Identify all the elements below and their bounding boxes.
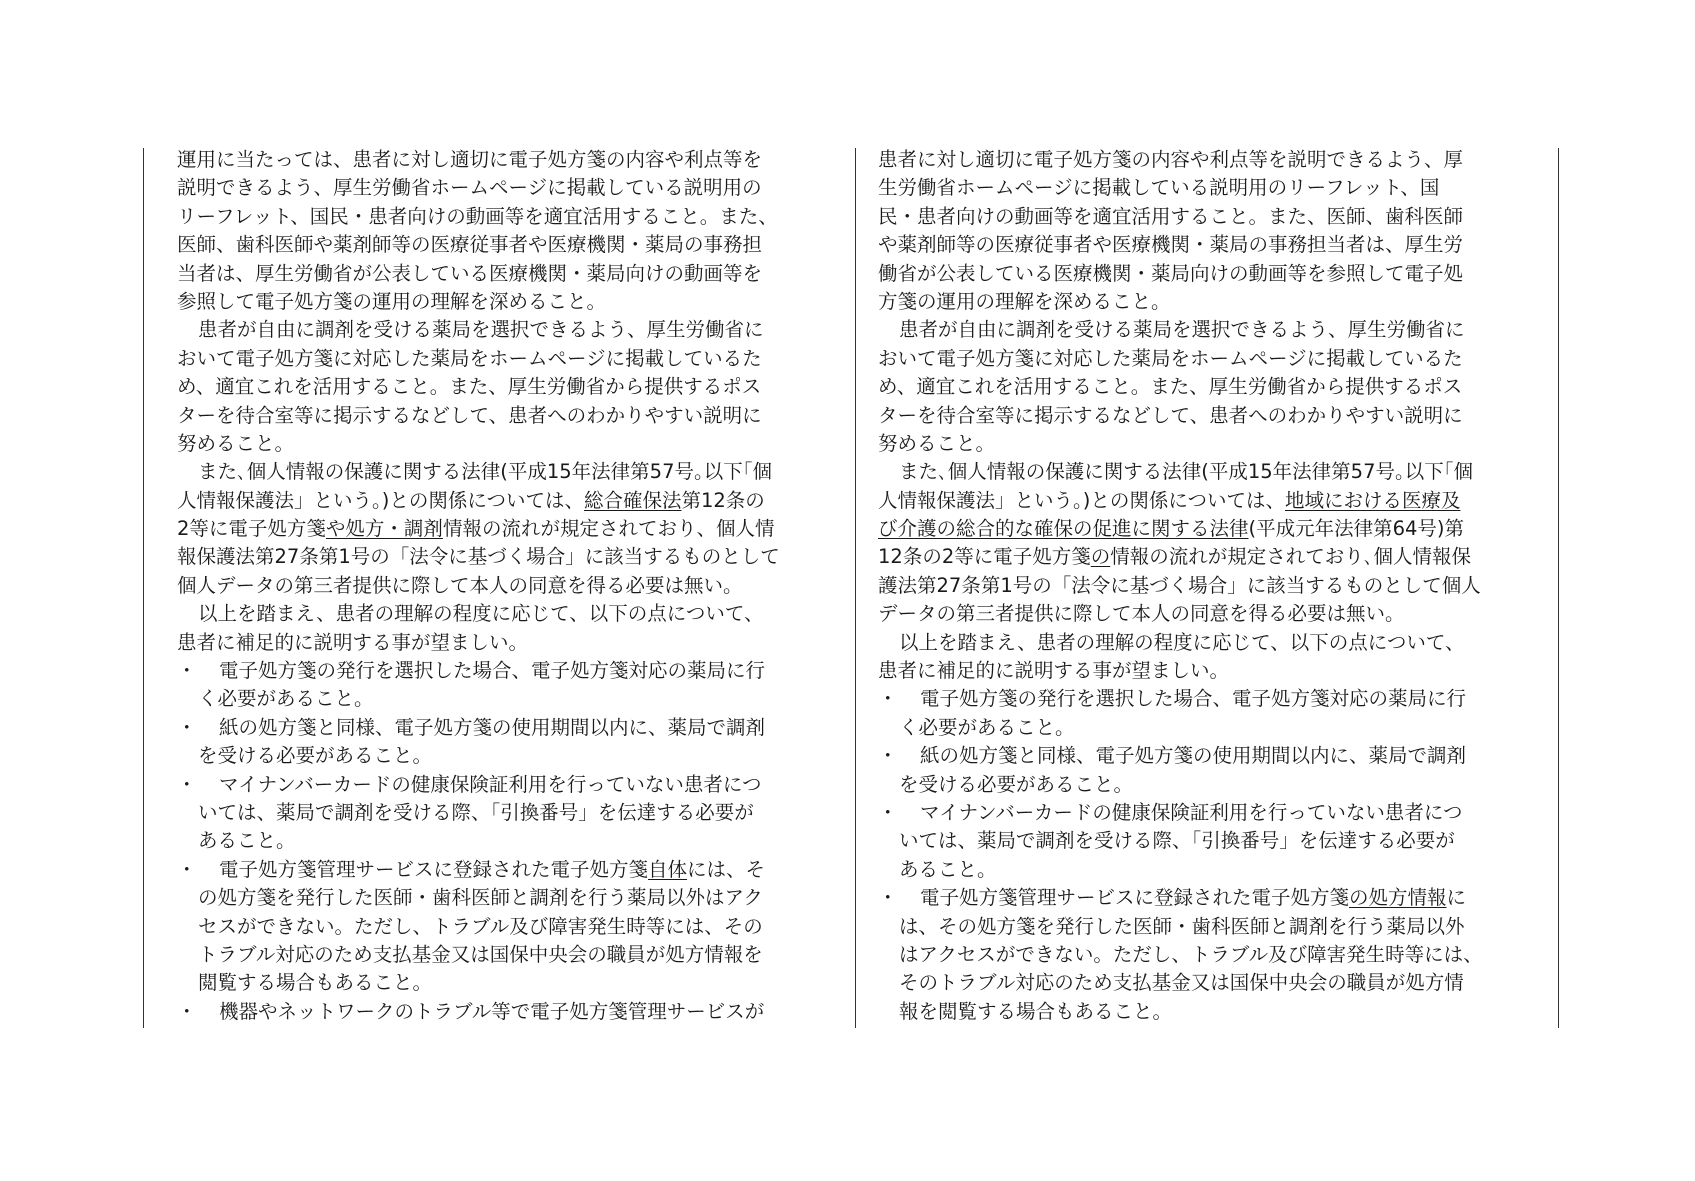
bullet-text <box>899 884 1466 912</box>
bullet-continuation: いては、薬局で調剤を受ける際、「引換番号」を伝達する必要が <box>198 800 754 824</box>
underlined-amendment: 自体 <box>648 857 688 881</box>
text-segment: 電子処方箋管理サービスに登録された電子処方箋 <box>920 886 1350 910</box>
text-line: リーフレット、国民・患者向けの動画等を適宜活用すること。また、 <box>177 204 778 228</box>
text-line: おいて電子処方箋に対応した薬局をホームページに掲載しているた <box>177 346 762 370</box>
text-line: ターを待合室等に掲示するなどして、患者へのわかりやすい説明に <box>177 403 762 427</box>
bullet-item <box>177 657 837 685</box>
bullet-mark: ・ <box>177 999 197 1023</box>
bullet-text: マイナンバーカードの健康保険証利用を行っていない患者につ <box>219 772 762 796</box>
bullet-mark: ・ <box>878 687 898 711</box>
text-line: 報保護法第27条第1号の「法令に基づく場合」に該当するものとして <box>177 545 780 569</box>
text-segment: 情報の流れが規定されており､個人情報保 <box>1110 545 1472 569</box>
text-line: や薬剤師等の医療従事者や医療機関・薬局の事務担当者は、厚生労 <box>878 233 1464 257</box>
text-line <box>878 515 1540 543</box>
bullet-text: 紙の処方箋と同様、電子処方箋の使用期間以内に、薬局で調剤 <box>219 715 766 739</box>
bullet-text: 機器やネットワークのトラブル等で電子処方箋管理サービスが <box>219 999 765 1023</box>
text-line <box>878 543 1540 571</box>
bullet-continuation: そのトラブル対応のため支払基金又は国保中央会の職員が処方情 <box>899 971 1464 995</box>
left-column <box>177 146 837 1026</box>
column-divider <box>855 148 856 1028</box>
bullet-text: 紙の処方箋と同様、電子処方箋の使用期間以内に、薬局で調剤 <box>920 744 1467 768</box>
text-line: 説明できるよう、厚生労働省ホームページに掲載している説明用の <box>177 176 762 200</box>
text-line: 努めること。 <box>177 431 295 455</box>
text-line: 患者に対し適切に電子処方箋の内容や利点等を説明できるよう、厚 <box>878 148 1464 171</box>
bullet-mark: ・ <box>177 715 197 739</box>
text-segment: に <box>1446 886 1467 910</box>
right-column <box>878 146 1540 1026</box>
text-line <box>177 487 837 515</box>
text-segment: 人情報保護法」という。)との関係については、 <box>177 488 584 512</box>
text-line: 当者は、厚生労働省が公表している医療機関・薬局向けの動画等を <box>177 261 763 285</box>
text-segment: (平成元年法律第64号)第 <box>1248 517 1465 541</box>
bullet-continuation: く必要があること。 <box>899 715 1075 739</box>
bullet-continuation: セスができない。ただし、トラブル及び障害発生時等には、その <box>198 914 763 938</box>
text-line: ターを待合室等に掲示するなどして、患者へのわかりやすい説明に <box>878 403 1463 427</box>
text-segment: には、そ <box>687 857 766 881</box>
text-line: 患者に補足的に説明する事が望ましい。 <box>878 659 1230 683</box>
bullet-continuation: あること。 <box>198 829 296 853</box>
left-column-border-left <box>143 148 144 1028</box>
underlined-amendment: や処方・調剤 <box>325 517 443 541</box>
text-line: また､個人情報の保護に関する法律(平成15年法律第57号｡以下｢個 <box>899 460 1473 484</box>
underlined-amendment: 地域における医療及 <box>1284 488 1461 512</box>
bullet-item <box>177 714 837 742</box>
text-line: 運用に当たっては、患者に対し適切に電子処方箋の内容や利点等を <box>177 148 763 171</box>
bullet-continuation: 閲覧する場合もあること。 <box>198 971 433 995</box>
text-line <box>177 515 837 543</box>
bullet-continuation: を受ける必要があること。 <box>198 744 433 768</box>
bullet-item <box>878 799 1540 827</box>
text-line: 参照して電子処方箋の運用の理解を深めること。 <box>177 289 607 313</box>
bullet-item <box>878 884 1540 912</box>
text-line: 患者に補足的に説明する事が望ましい。 <box>177 630 529 654</box>
bullet-item <box>878 742 1540 770</box>
text-line: おいて電子処方箋に対応した薬局をホームページに掲載しているた <box>878 346 1463 370</box>
bullet-text <box>198 856 765 884</box>
text-line: 護法第27条第1号の「法令に基づく場合」に該当するものとして個人 <box>878 573 1481 597</box>
bullet-text: 電子処方箋の発行を選択した場合、電子処方箋対応の薬局に行 <box>219 659 766 683</box>
text-line: 働省が公表している医療機関・薬局向けの動画等を参照して電子処 <box>878 261 1464 285</box>
text-line: 以上を踏まえ、患者の理解の程度に応じて、以下の点について、 <box>198 602 764 626</box>
bullet-mark: ・ <box>878 886 898 910</box>
text-segment: 情報の流れが規定されており、個人情 <box>442 517 775 541</box>
bullet-text: マイナンバーカードの健康保険証利用を行っていない患者につ <box>920 800 1463 824</box>
underlined-amendment: の処方情報 <box>1349 886 1447 910</box>
bullet-mark: ・ <box>177 772 197 796</box>
text-segment: 第12条の <box>681 488 765 512</box>
bullet-mark: ・ <box>878 744 898 768</box>
bullet-item <box>177 771 837 799</box>
text-line: 以上を踏まえ、患者の理解の程度に応じて、以下の点について、 <box>899 630 1465 654</box>
bullet-text: 電子処方箋の発行を選択した場合、電子処方箋対応の薬局に行 <box>920 687 1467 711</box>
underlined-amendment: び介護の総合的な確保の促進に関する法律 <box>878 517 1249 541</box>
bullet-continuation: く必要があること。 <box>198 687 374 711</box>
bullet-continuation: を受ける必要があること。 <box>899 772 1134 796</box>
text-line: 努めること。 <box>878 431 996 455</box>
text-line: データの第三者提供に際して本人の同意を得る必要は無い。 <box>878 602 1405 626</box>
text-line <box>878 487 1540 515</box>
bullet-continuation: いては、薬局で調剤を受ける際、「引換番号」を伝達する必要が <box>899 829 1455 853</box>
bullet-continuation: 報を閲覧する場合もあること。 <box>899 999 1173 1023</box>
text-line: 方箋の運用の理解を深めること。 <box>878 289 1171 313</box>
bullet-item <box>878 685 1540 713</box>
text-segment: 電子処方箋管理サービスに登録された電子処方箋 <box>219 857 649 881</box>
bullet-continuation: は、その処方箋を発行した医師・歯科医師と調剤を行う薬局以外 <box>899 914 1465 938</box>
right-column-border-right <box>1558 148 1559 1028</box>
text-line: 民・患者向けの動画等を適宜活用すること。また、医師、歯科医師 <box>878 204 1464 228</box>
text-line: 個人データの第三者提供に際して本人の同意を得る必要は無い｡ <box>177 573 733 597</box>
bullet-mark: ・ <box>878 800 898 824</box>
text-line: 医師、歯科医師や薬剤師等の医療従事者や医療機関・薬局の事務担 <box>177 233 763 257</box>
bullet-continuation: はアクセスができない。ただし、トラブル及び障害発生時等には、 <box>899 942 1483 966</box>
underlined-amendment: の <box>1090 545 1111 569</box>
text-line: また､個人情報の保護に関する法律(平成15年法律第57号｡以下｢個 <box>198 460 772 484</box>
text-segment: 12条の2等に電子処方箋 <box>878 545 1091 569</box>
text-line: 患者が自由に調剤を受ける薬局を選択できるよう、厚生労働省に <box>198 318 764 342</box>
bullet-mark: ・ <box>177 659 197 683</box>
text-segment: 2等に電子処方箋 <box>177 517 326 541</box>
bullet-continuation: トラブル対応のため支払基金又は国保中央会の職員が処方情報を <box>198 942 763 966</box>
text-segment: 人情報保護法」という。)との関係については、 <box>878 488 1285 512</box>
bullet-item <box>177 998 837 1026</box>
text-line: め、適宜これを活用すること。また、厚生労働省から提供するポス <box>878 375 1463 399</box>
underlined-amendment: 総合確保法 <box>583 488 682 512</box>
bullet-mark: ・ <box>177 857 197 881</box>
bullet-continuation: あること。 <box>899 857 997 881</box>
bullet-continuation: の処方箋を発行した医師・歯科医師と調剤を行う薬局以外はアク <box>198 886 763 910</box>
bullet-item <box>177 856 837 884</box>
text-line: 患者が自由に調剤を受ける薬局を選択できるよう、厚生労働省に <box>899 318 1465 342</box>
text-line: 生労働省ホームページに掲載している説明用のリーフレット、国 <box>878 176 1440 200</box>
text-line: め、適宜これを活用すること。また、厚生労働省から提供するポス <box>177 375 762 399</box>
